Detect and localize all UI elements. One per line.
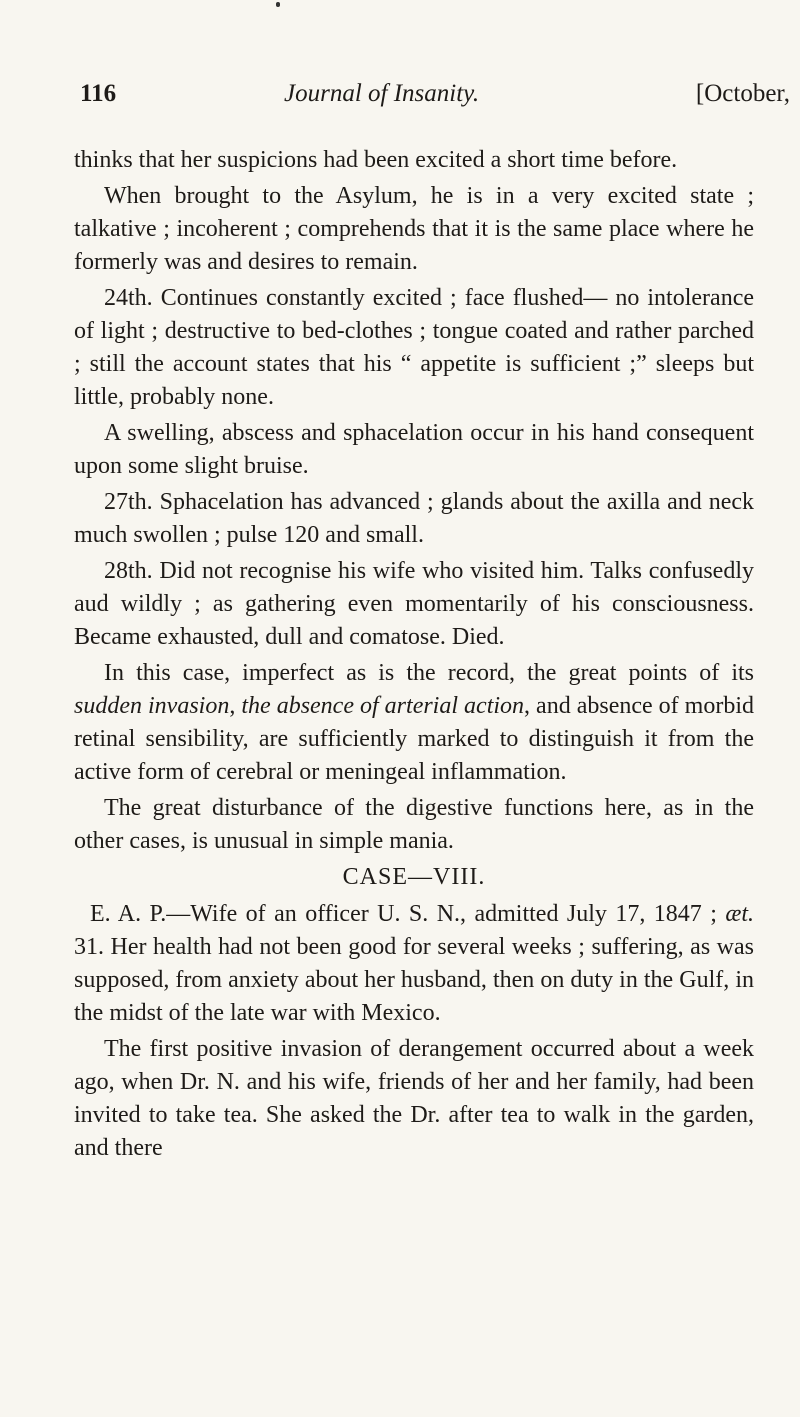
page-body (74, 144, 754, 1168)
page-number: 116 (80, 80, 117, 107)
paragraph-text: E. A. P.—Wife of an officer U. S. N., admitted July 17, 1847 ; (90, 901, 726, 927)
running-header (80, 80, 790, 120)
paragraph: 28th. Did not recognise his wife who visited him. Talks confusedly aud wildly ; as gathering even momentarily of his consciousness. Became exhausted, dull and comatose. Died. (74, 558, 754, 650)
case-heading: CASE—VIII. (342, 864, 486, 890)
paragraph: The first positive invasion of derangement occurred about a week ago, when Dr. N. and his wife, friends of her and her family, had been invited to take tea. She asked the Dr. after tea to walk in the garden, and there (74, 1036, 754, 1161)
paragraph-text: In this case, imperfect as is the record, the great points of its (104, 660, 754, 686)
paragraph-text: 31. Her health had not been good for several weeks ; suffering, as was supposed, from anxiety about her husband, then on duty in the Gulf, in the midst of the late war with Mexico. (74, 934, 754, 1026)
italic-phrase: æt. (725, 901, 754, 927)
paragraph: When brought to the Asylum, he is in a very excited state ; talkative ; incoherent ; comprehends that it is the same place where he formerly was and desires to remain. (74, 183, 754, 275)
paragraph: A swelling, abscess and sphacelation occur in his hand consequent upon some slight bruise. (74, 420, 754, 479)
paragraph: 27th. Sphacelation has advanced ; glands about the axilla and neck much swollen ; pulse 120 and small. (74, 489, 754, 548)
paragraph-text: , (229, 693, 242, 719)
journal-title: Journal of Insanity. (284, 80, 480, 107)
paragraph: 24th. Continues constantly excited ; face flushed— no intolerance of light ; destructive to bed-clothes ; tongue coated and rather parched ; still the account states that his “ appetite is sufficient ;” sleeps but little, probably none. (74, 285, 754, 410)
paragraph: thinks that her suspicions had been excited a short time before. (74, 147, 678, 173)
italic-phrase: sudden invasion (74, 693, 230, 719)
paragraph (74, 898, 754, 1030)
ink-speck (276, 2, 280, 7)
italic-phrase: the absence of arterial action (241, 693, 525, 719)
paragraph-text: , and absence of morbid retinal sensibility, are sufficiently marked to distinguish it from the active form of cerebral or meningeal inflammation. (74, 693, 755, 785)
paragraph (74, 657, 754, 789)
header-month: [October, (695, 80, 790, 107)
paragraph: The great disturbance of the digestive functions here, as in the other cases, is unusual in simple mania. (74, 795, 754, 854)
